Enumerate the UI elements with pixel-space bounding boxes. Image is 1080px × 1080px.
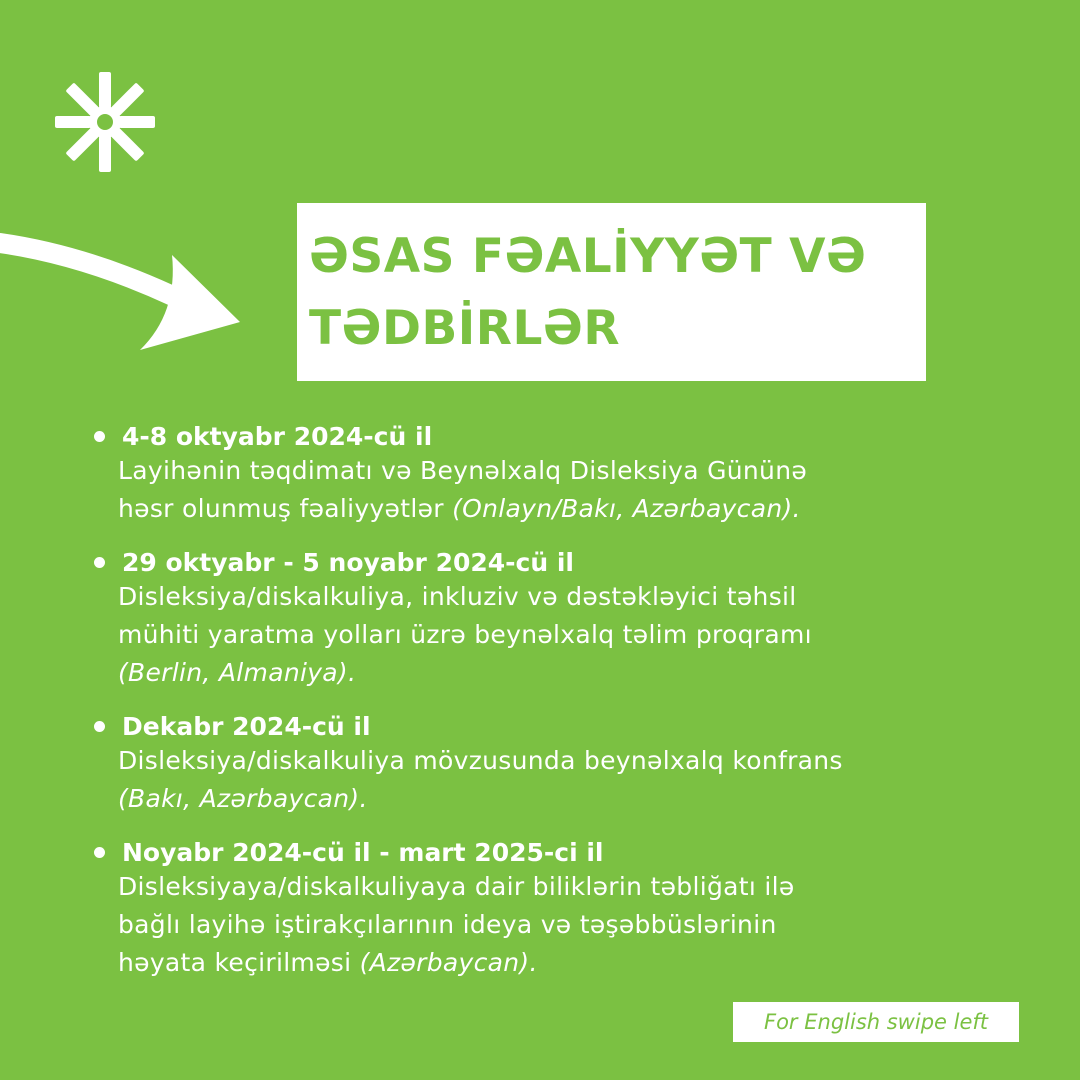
event-date: 29 oktyabr - 5 noyabr 2024-cü il [122, 548, 575, 577]
swipe-hint: For English swipe left [733, 1002, 1019, 1042]
event-description [118, 868, 1052, 982]
bullet-icon [94, 431, 105, 442]
page-title-line-1: ƏSAS FƏALİYYƏT VƏ [309, 229, 867, 284]
event-location: (Berlin, Almaniya) [118, 658, 348, 687]
event-desc-line: Disleksiya/diskalkuliya mövzusunda beynəlxalq konfrans [118, 746, 843, 775]
event-desc-line: mühiti yaratma yolları üzrə beynəlxalq təlim proqramı [118, 620, 812, 649]
event-item [92, 838, 1052, 982]
bullet-icon [94, 847, 105, 858]
bullet-icon [94, 557, 105, 568]
event-desc-line: (Berlin, Almaniya). [118, 658, 357, 687]
events-list [92, 422, 1052, 982]
event-desc-line: (Bakı, Azərbaycan). [118, 784, 368, 813]
event-date: Dekabr 2024-cü il [122, 712, 371, 741]
event-location: (Onlayn/Bakı, Azərbaycan) [452, 494, 793, 523]
event-desc-line: Disleksiya/diskalkuliya, inkluziv və dəstəkləyici təhsil [118, 582, 797, 611]
event-description [118, 578, 1052, 692]
event-date: Noyabr 2024-cü il - mart 2025-ci il [122, 838, 604, 867]
event-desc-line: Disleksiyaya/diskalkuliyaya dair biliklərin təbliğatı ilə [118, 872, 795, 901]
title-box [297, 203, 926, 381]
event-location: (Azərbaycan) [359, 948, 530, 977]
event-item [92, 712, 1052, 818]
curved-arrow-icon [0, 225, 250, 365]
event-description [118, 742, 1052, 818]
page-title-line-2: TƏDBİRLƏR [309, 301, 621, 356]
event-desc-line: həsr olunmuş fəaliyyətlər (Onlayn/Bakı, Azərbaycan). [118, 494, 801, 523]
event-item [92, 548, 1052, 692]
event-location: (Bakı, Azərbaycan) [118, 784, 360, 813]
bullet-icon [94, 721, 105, 732]
event-desc-line: bağlı layihə iştirakçılarının ideya və təşəbbüslərinin [118, 910, 777, 939]
event-desc-line: Layihənin təqdimatı və Beynəlxalq Disleksiya Gününə [118, 456, 808, 485]
event-desc-line: həyata keçirilməsi (Azərbaycan). [118, 948, 538, 977]
event-description [118, 452, 1052, 528]
event-item [92, 422, 1052, 528]
event-date: 4-8 oktyabr 2024-cü il [122, 422, 433, 451]
asterisk-flower-icon [55, 72, 155, 172]
